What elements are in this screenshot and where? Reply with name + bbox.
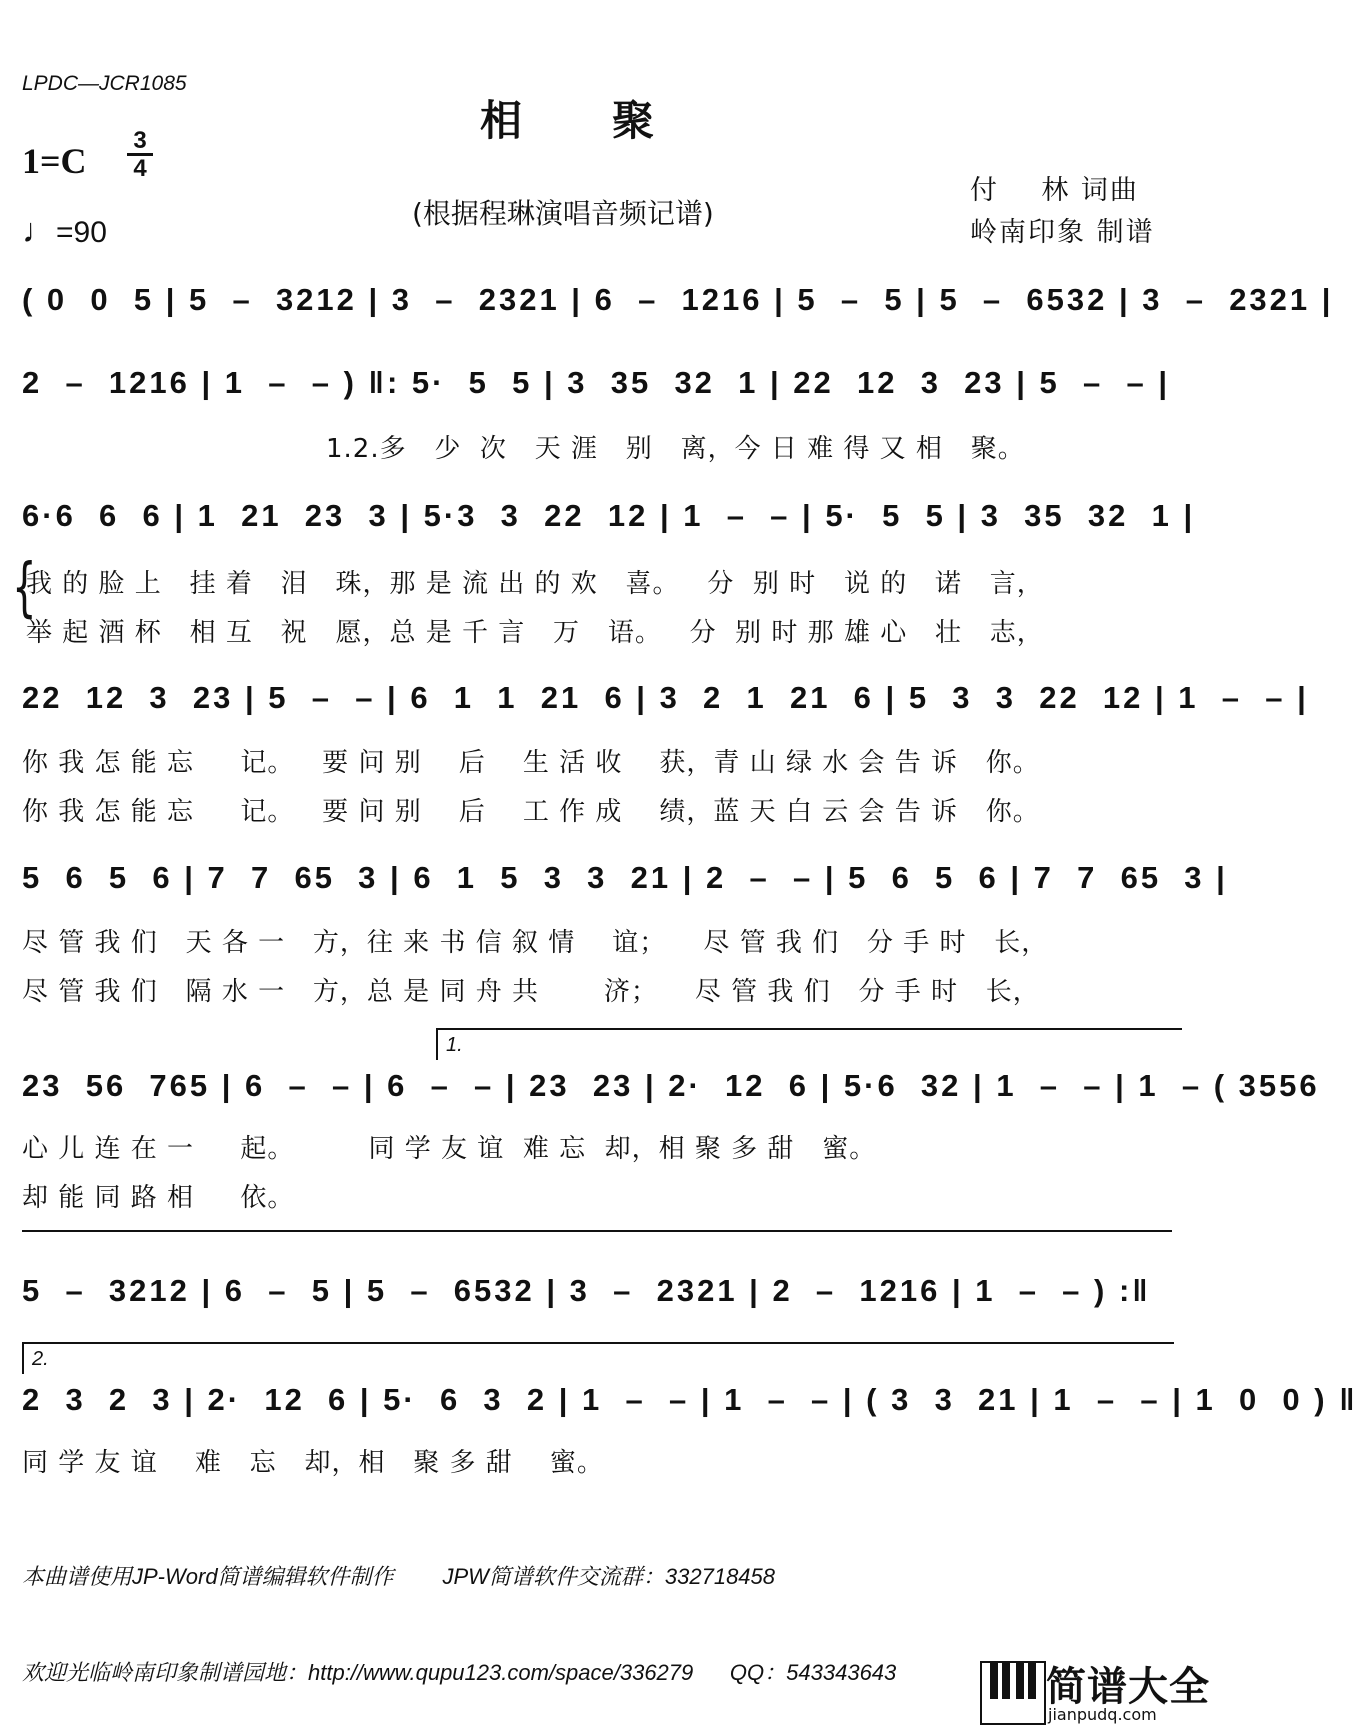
lyricist-composer: 付 林 词曲 xyxy=(970,175,1139,206)
lyric-line-4-verse-1: 你 我 怎 能 忘 记。 要 问 别 后 生 活 收 获，青 山 绿 水 会 告 诉 你。 xyxy=(22,748,1040,778)
lyric-line-6-verse-1: 心 儿 连 在 一 起。 同 学 友 谊 难 忘 却，相 聚 多 甜 蜜。 xyxy=(22,1134,877,1164)
score-line-5: 5 6 5 6 | 7 7 65 3 | 6 1 5 3 3 21 | 2 – – | 5 6 5 6 | 7 7 65 3 | xyxy=(22,860,1228,895)
lyric-line-2: 1.2.多 少 次 天 涯 别 离，今 日 难 得 又 相 聚。 xyxy=(326,434,1025,464)
tempo-marking xyxy=(22,212,107,251)
lyric-line-8: 同 学 友 谊 难 忘 却，相 聚 多 甜 蜜。 xyxy=(22,1448,604,1478)
score-line-6: 23 56 765 | 6 – – | 6 – – | 23 23 | 2· 12 6 | 5·6 32 | 1 – – | 1 – ( 3556 xyxy=(22,1068,1320,1103)
tempo-value: =90 xyxy=(56,216,107,249)
lyric-line-5-verse-2: 尽 管 我 们 隔 水 一 方，总 是 同 舟 共 济； 尽 管 我 们 分 手 时 长， xyxy=(22,977,1040,1007)
lyric-line-5-verse-1: 尽 管 我 们 天 各 一 方，往 来 书 信 叙 情 谊； 尽 管 我 们 分 手 时 长， xyxy=(22,928,1049,958)
key-signature: 1=C xyxy=(22,141,87,181)
lyric-line-3-verse-2: 举 起 酒 杯 相 互 祝 愿，总 是 千 言 万 语。 分 别 时 那 雄 心 壮 志， xyxy=(26,618,1044,648)
volta-bracket-1 xyxy=(436,1028,1182,1060)
score-line-4: 22 12 3 23 | 5 – – | 6 1 1 21 6 | 3 2 1 21 6 | 5 3 3 22 12 | 1 – – | xyxy=(22,680,1309,715)
quarter-note-icon: ♩ xyxy=(22,212,56,250)
song-title: 相聚 xyxy=(480,96,745,145)
lyric-line-4-verse-2: 你 我 怎 能 忘 记。 要 问 别 后 工 作 成 绩，蓝 天 白 云 会 告 诉 你。 xyxy=(22,797,1040,827)
score-line-2: 2 – 1216 | 1 – – ) ‖: 5· 5 5 | 3 35 32 1 | 22 12 3 23 | 5 – – | xyxy=(22,365,1171,400)
verse-brace-icon: { xyxy=(12,551,37,625)
arranger: 岭南印象 制谱 xyxy=(970,217,1155,248)
meter-bottom: 4 xyxy=(133,155,147,182)
logo-brand: 简谱大全 xyxy=(1046,1664,1210,1710)
meter-top: 3 xyxy=(133,127,147,154)
footer-notes xyxy=(22,1497,896,1721)
time-signature xyxy=(126,128,154,181)
score-line-1: ( 0 0 5 | 5 – 3212 | 3 – 2321 | 6 – 1216 | 5 – 5 | 5 – 6532 | 3 – 2321 | xyxy=(22,282,1334,317)
subtitle: (根据程琳演唱音频记谱) xyxy=(412,197,714,230)
credits xyxy=(970,170,1155,254)
volta-extension-line xyxy=(22,1230,1172,1232)
lyric-line-3-verse-1: 我 的 脸 上 挂 着 泪 珠，那 是 流 出 的 欢 喜。 分 别 时 说 的 诺 言， xyxy=(26,569,1044,599)
volta-bracket-2 xyxy=(22,1342,1174,1374)
score-line-3: 6·6 6 6 | 1 21 23 3 | 5·3 3 22 12 | 1 – – | 5· 5 5 | 3 35 32 1 | xyxy=(22,498,1196,533)
logo-site: jianpudq.com xyxy=(1048,1705,1157,1724)
lyric-line-6-verse-2: 却 能 同 路 相 依。 xyxy=(22,1183,295,1213)
volta-number-2: 2. xyxy=(32,1348,49,1370)
footer-line-2: 欢迎光临岭南印象制谱园地：http://www.qupu123.com/space/336279 QQ：543343643 xyxy=(22,1660,897,1685)
site-logo xyxy=(980,1655,1210,1725)
score-line-8: 2 3 2 3 | 2· 12 6 | 5· 6 3 2 | 1 – – | 1 – – | ( 3 3 21 | 1 – – | 1 0 0 ) ‖ xyxy=(22,1382,1358,1417)
piano-keys-icon xyxy=(980,1661,1046,1725)
footer-line-1: 本曲谱使用JP-Word简谱编辑软件制作 JPW简谱软件交流群：332718458 xyxy=(22,1564,776,1589)
score-line-7: 5 – 3212 | 6 – 5 | 5 – 6532 | 3 – 2321 | 2 – 1216 | 1 – – ) :‖ xyxy=(22,1273,1151,1308)
volta-number-1: 1. xyxy=(446,1034,463,1056)
score-code: LPDC—JCR1085 xyxy=(22,72,187,95)
